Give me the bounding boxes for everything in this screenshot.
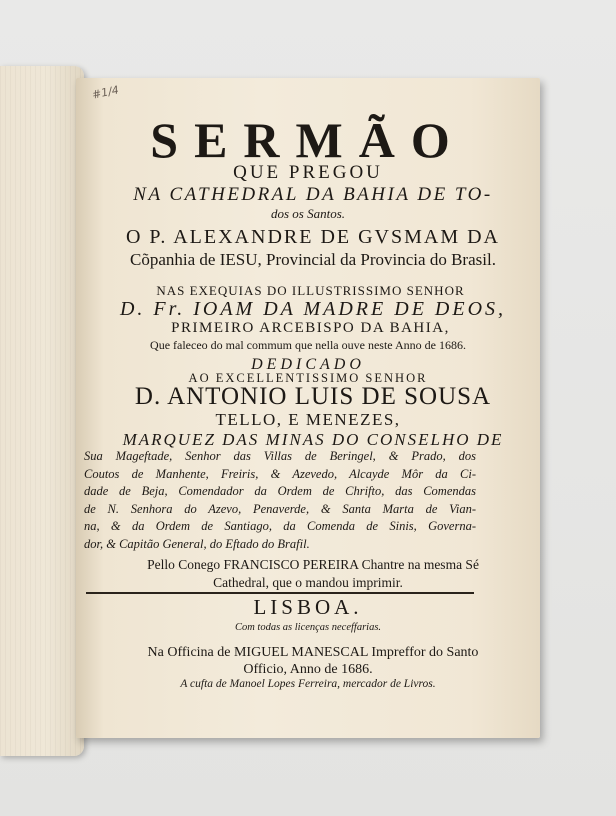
author-line-2: Cathedral, que o mandou imprimir. [213, 575, 403, 590]
subtitle-cathedral: NA CATHEDRAL DA BAHIA DE TO- [133, 184, 493, 205]
subtitle-que-pregou: QUE PREGOU [233, 162, 383, 183]
preacher-company: Cõpanhia de IESU, Provincial da Provincia do Brasil. [130, 250, 496, 269]
titles-line: dade de Beja, Comendador da Ordem de Chrifto, das Comendas [84, 484, 476, 498]
bookseller-line: A cufta de Manoel Lopes Ferreira, mercador de Livros. [180, 678, 436, 690]
titles-line: de N. Senhora do Azevo, Penaverde, & Santa Marta de Vian- [84, 501, 476, 516]
dedication-heading: DEDICADO [251, 356, 365, 373]
titles-line: Coutos de Manhente, Freiris, & Azevedo, Alcayde Môr da Ci- [84, 466, 476, 481]
preacher-name: O P. ALEXANDRE DE GVSMAM DA [125, 226, 501, 248]
deceased-title: PRIMEIRO ARCEBISPO DA BAHIA, [171, 320, 450, 336]
death-note: Que faleceo do mal commum que nella ouve neste Anno de 1686. [150, 338, 466, 352]
subtitle-santos: dos os Santos. [270, 206, 346, 221]
dedicatee-marquis: MARQUEZ DAS MINAS DO CONSELHO DE [122, 430, 504, 449]
titles-line: Sua Mageftade, Senhor das Villas de Beringel, & Prado, dos [84, 449, 476, 463]
titles-paragraph [84, 448, 476, 553]
deceased-name: D. Fr. IOAM DA MADRE DE DEOS, [119, 298, 507, 320]
titles-line: dor, & Capitão General, do Eftado do Brafil. [84, 536, 310, 551]
titles-line: na, & da Ordem de Santiago, da Comenda de Sinis, Governa- [84, 519, 476, 533]
licenses-note: Com todas as licenças neceffarias. [234, 622, 382, 633]
adjacent-page-edge [0, 66, 84, 756]
pencil-note: #1/4 [90, 83, 120, 102]
main-title: SERMÃO [150, 112, 466, 168]
divider-rule [86, 592, 474, 594]
dedicatee-name: D. ANTONIO LUIS DE SOUSA [134, 383, 492, 410]
occasion-line: NAS EXEQUIAS DO ILLUSTRISSIMO SENHOR [156, 283, 465, 298]
printer-line-2: Officio, Anno de 1686. [243, 662, 373, 677]
imprint-city: LISBOA. [253, 595, 363, 619]
printer-line-1: Na Officina de MIGUEL MANESCAL Impreffor do Santo [147, 645, 479, 660]
dedicatee-surname: TELLO, E MENEZES, [215, 410, 401, 429]
author-line-1: Pello Conego FRANCISCO PEREIRA Chantre na mesma Sé [147, 557, 479, 572]
dedication-address: AO EXCELLENTISSIMO SENHOR [188, 371, 428, 385]
